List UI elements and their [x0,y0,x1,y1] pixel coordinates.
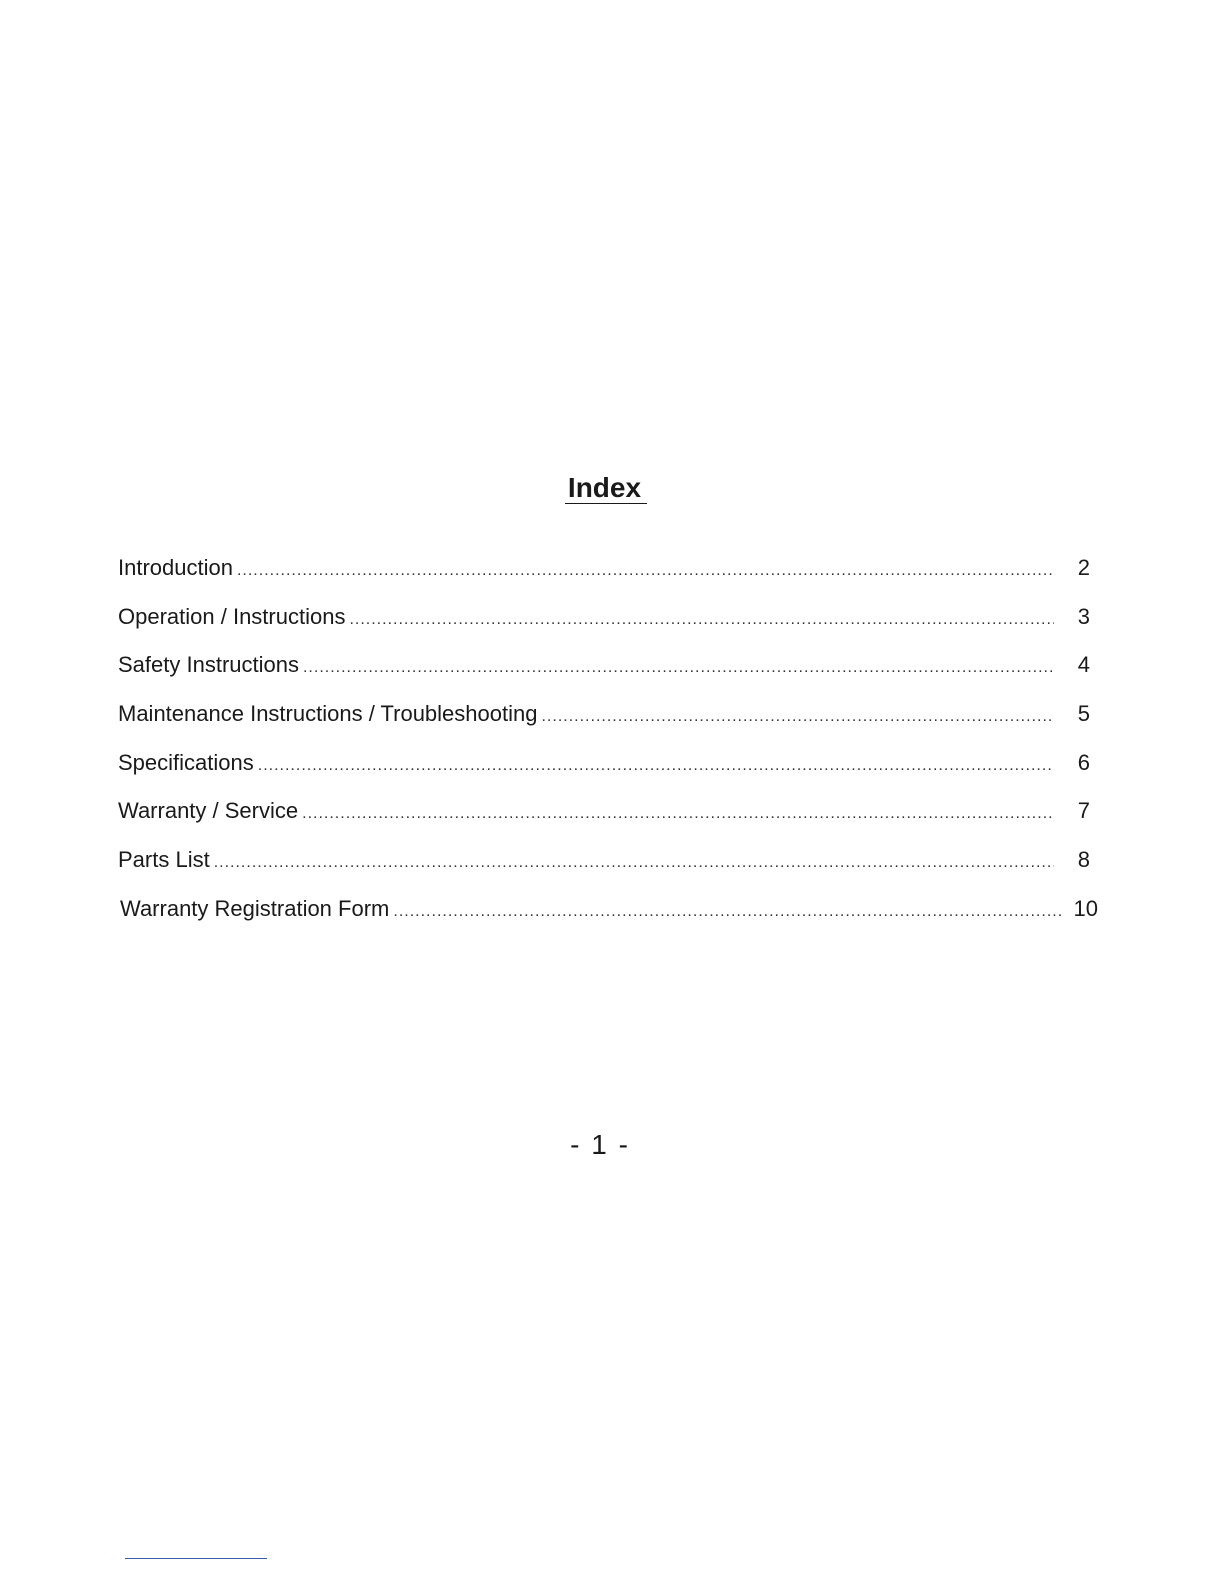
toc-dot-leader [541,700,1054,734]
toc-entry-label: Warranty Registration Form [120,895,390,921]
index-title [0,471,1212,505]
toc-entry-page: 8 [1077,847,1090,873]
toc-entry-label: Introduction [118,555,233,580]
table-of-contents [118,551,1098,941]
toc-entry-page: 6 [1077,749,1090,775]
toc-dot-leader [237,554,1054,588]
toc-entry-introduction [118,551,1098,600]
toc-dot-leader [303,651,1054,685]
index-title-text: Index [565,472,647,504]
toc-entry-maintenance-troubleshooting [118,697,1098,746]
toc-entry-page: 10 [1073,895,1098,921]
toc-entry-page: 3 [1077,603,1090,629]
toc-entry-page: 5 [1077,701,1090,727]
toc-entry-label: Specifications [118,749,254,775]
toc-dot-leader [349,603,1054,637]
toc-dot-leader [302,797,1054,831]
toc-entry-page: 4 [1077,652,1090,678]
toc-entry-page: 7 [1077,798,1090,824]
toc-entry-warranty-registration-form [118,892,1098,941]
toc-entry-label: Parts List [118,847,210,873]
toc-dot-leader [258,749,1054,783]
toc-dot-leader [214,846,1054,880]
footer-rule [125,1558,267,1559]
toc-entry-label: Warranty / Service [118,798,299,824]
page-number: - 1 - [570,1129,630,1160]
toc-entry-safety-instructions [118,648,1098,697]
toc-entry-page: 2 [1077,555,1090,580]
toc-entry-label: Safety Instructions [118,652,299,678]
toc-entry-label: Operation / Instructions [118,603,346,629]
toc-entry-operation-instructions [118,600,1098,649]
toc-entry-specifications [118,746,1098,795]
toc-entry-warranty-service [118,794,1098,843]
toc-entry-parts-list [118,843,1098,892]
toc-dot-leader [393,895,1062,929]
toc-entry-label: Maintenance Instructions / Troubleshooting [118,701,538,727]
